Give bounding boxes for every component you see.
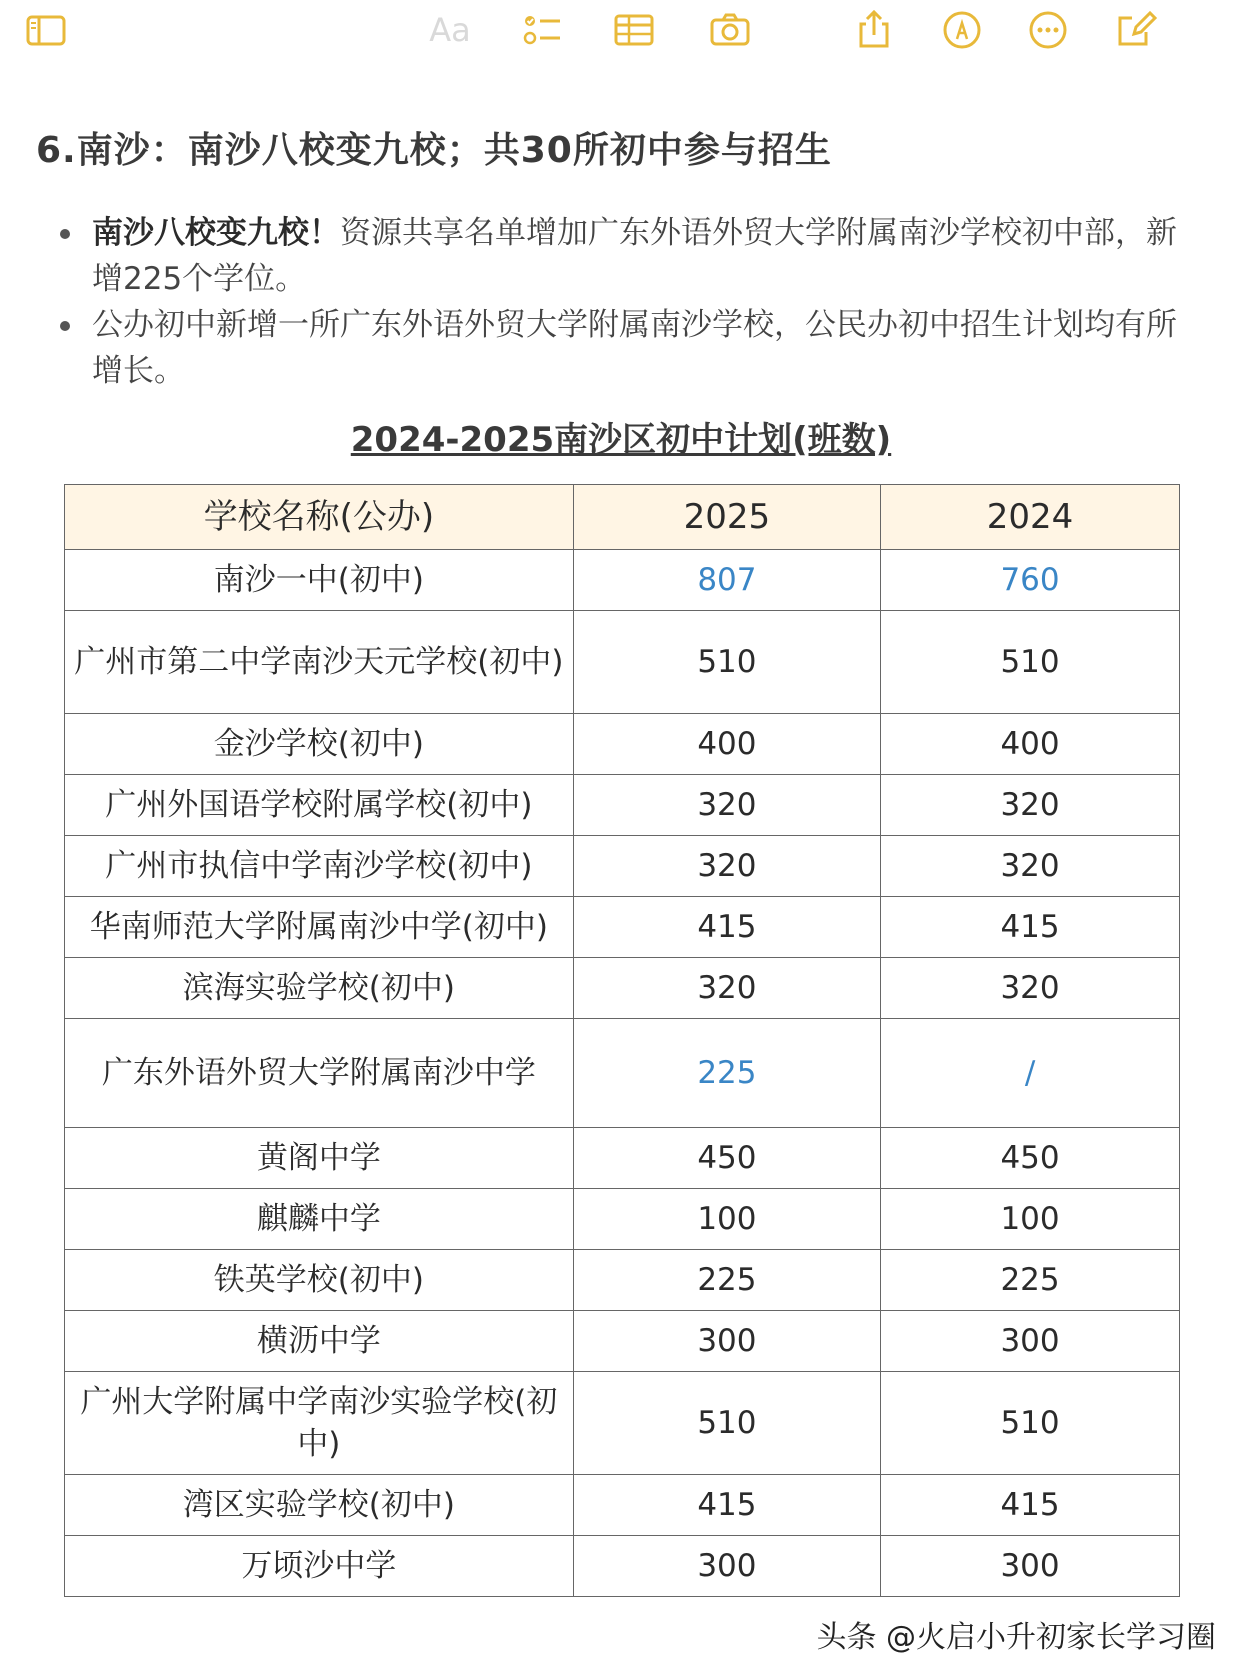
table-row [65, 775, 1180, 836]
sidebar-toggle-icon[interactable] [22, 6, 70, 54]
school-name-cell: 万顷沙中学 [65, 1536, 574, 1597]
value-2025-cell: 450 [573, 1128, 880, 1189]
table-row [65, 714, 1180, 775]
table-header-row [65, 485, 1180, 550]
text-format-label: Aa [429, 11, 471, 49]
value-2025-cell: 320 [573, 775, 880, 836]
table-row [65, 1189, 1180, 1250]
value-2025-cell: 400 [573, 714, 880, 775]
markup-pen-icon[interactable] [938, 6, 986, 54]
value-2025-cell: 807 [573, 550, 880, 611]
value-2024-cell: 415 [881, 897, 1180, 958]
value-2024-cell: 400 [881, 714, 1180, 775]
school-name-cell: 金沙学校(初中) [65, 714, 574, 775]
school-name-cell: 麒麟中学 [65, 1189, 574, 1250]
value-2024-cell: 225 [881, 1250, 1180, 1311]
bullet-dot [60, 321, 70, 331]
value-2025-cell: 510 [573, 611, 880, 714]
school-name-cell: 广州外国语学校附属学校(初中) [65, 775, 574, 836]
value-2025-cell: 300 [573, 1311, 880, 1372]
notes-toolbar [0, 0, 1242, 66]
table-row [65, 611, 1180, 714]
checklist-icon[interactable] [518, 6, 566, 54]
value-2024-cell: 320 [881, 836, 1180, 897]
enrollment-plan-table [64, 484, 1180, 1597]
table-icon[interactable] [610, 6, 658, 54]
table-row [65, 550, 1180, 611]
school-name-cell: 湾区实验学校(初中) [65, 1475, 574, 1536]
bullet-item [56, 302, 1206, 394]
value-2024-cell: / [881, 1019, 1180, 1128]
school-name-cell: 黄阁中学 [65, 1128, 574, 1189]
bullet-text: 公办初中新增一所广东外语外贸大学附属南沙学校，公民办初中招生计划均有所增长。 [92, 307, 1177, 389]
value-2025-cell: 415 [573, 1475, 880, 1536]
bullet-bold-text: 南沙八校变九校！ [92, 215, 340, 251]
value-2025-cell: 100 [573, 1189, 880, 1250]
header-2024: 2024 [881, 485, 1180, 550]
table-row [65, 1250, 1180, 1311]
camera-icon[interactable] [706, 6, 754, 54]
header-2025: 2025 [573, 485, 880, 550]
value-2025-cell: 320 [573, 958, 880, 1019]
value-2024-cell: 760 [881, 550, 1180, 611]
table-row [65, 1019, 1180, 1128]
value-2025-cell: 510 [573, 1372, 880, 1475]
school-name-cell: 华南师范大学附属南沙中学(初中) [65, 897, 574, 958]
school-name-cell: 广州市第二中学南沙天元学校(初中) [65, 611, 574, 714]
watermark: 头条 @火启小升初家长学习圈 [816, 1620, 1216, 1655]
value-2024-cell: 450 [881, 1128, 1180, 1189]
school-name-cell: 南沙一中(初中) [65, 550, 574, 611]
value-2024-cell: 320 [881, 958, 1180, 1019]
value-2024-cell: 510 [881, 1372, 1180, 1475]
table-row [65, 1536, 1180, 1597]
value-2025-cell: 320 [573, 836, 880, 897]
value-2025-cell: 225 [573, 1019, 880, 1128]
table-row [65, 1475, 1180, 1536]
value-2024-cell: 100 [881, 1189, 1180, 1250]
bullet-text: 资源共享名单增加广东外语外贸大学附属南沙学校初中部，新增225个学位。 [92, 215, 1177, 297]
value-2024-cell: 510 [881, 611, 1180, 714]
more-options-icon[interactable] [1024, 6, 1072, 54]
table-row [65, 897, 1180, 958]
compose-icon[interactable] [1112, 6, 1160, 54]
value-2025-cell: 300 [573, 1536, 880, 1597]
header-school-name: 学校名称(公办) [65, 485, 574, 550]
school-name-cell: 铁英学校(初中) [65, 1250, 574, 1311]
table-row [65, 836, 1180, 897]
text-format-button[interactable] [426, 6, 474, 54]
share-icon[interactable] [850, 6, 898, 54]
bullet-dot [60, 229, 70, 239]
school-name-cell: 横沥中学 [65, 1311, 574, 1372]
bullet-item [56, 210, 1206, 302]
school-name-cell: 广州大学附属中学南沙实验学校(初中) [65, 1372, 574, 1475]
table-row [65, 1372, 1180, 1475]
school-name-cell: 广东外语外贸大学附属南沙中学 [65, 1019, 574, 1128]
section-heading: 6.南沙：南沙八校变九校；共30所初中参与招生 [36, 130, 832, 171]
table-title: 2024-2025南沙区初中计划(班数) [350, 420, 892, 460]
bullet-list [56, 210, 1206, 394]
value-2025-cell: 225 [573, 1250, 880, 1311]
value-2025-cell: 415 [573, 897, 880, 958]
table-row [65, 1128, 1180, 1189]
value-2024-cell: 300 [881, 1536, 1180, 1597]
value-2024-cell: 415 [881, 1475, 1180, 1536]
table-row [65, 958, 1180, 1019]
value-2024-cell: 320 [881, 775, 1180, 836]
table-row [65, 1311, 1180, 1372]
school-name-cell: 广州市执信中学南沙学校(初中) [65, 836, 574, 897]
value-2024-cell: 300 [881, 1311, 1180, 1372]
school-name-cell: 滨海实验学校(初中) [65, 958, 574, 1019]
